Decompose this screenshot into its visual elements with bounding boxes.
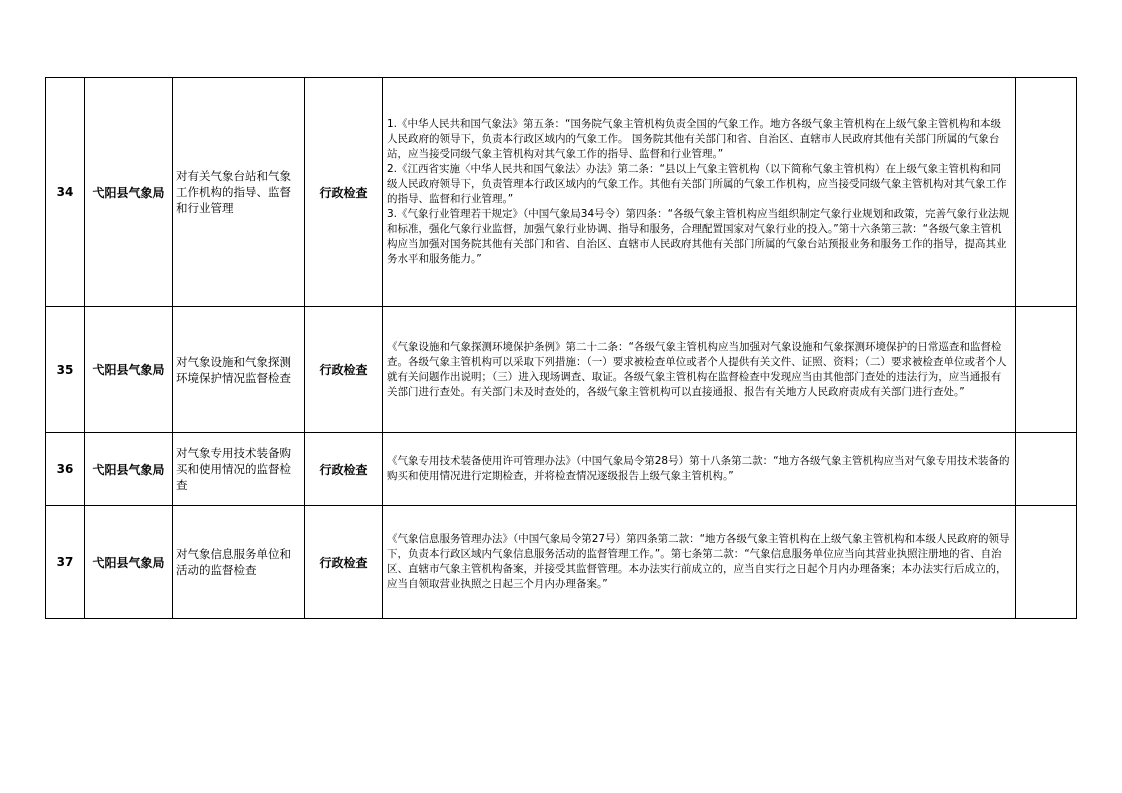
empty-cell	[1016, 78, 1077, 307]
item-type: 行政检查	[305, 506, 383, 619]
legal-basis-paragraph: 2.《江西省实施〈中华人民共和国气象法〉办法》第二条：“县以上气象主管机构（以下简称气象主管机构）在上级气象主管机构和同级人民政府领导下，负责管理本行政区域内的气象工作。其他有关部门所属的气象工作机构，应当接受同级气象主管机构对其气象工作的指导、监督和行业管理。”	[387, 163, 1007, 205]
legal-basis-cell	[383, 506, 1016, 619]
inspection-items-table	[45, 77, 1077, 619]
table-row	[46, 433, 1077, 506]
row-number: 34	[46, 78, 85, 307]
responsible-unit: 弋阳县气象局	[85, 506, 173, 619]
legal-basis-cell	[383, 433, 1016, 506]
table-row	[46, 506, 1077, 619]
item-name-cell	[173, 78, 305, 307]
empty-cell	[1016, 506, 1077, 619]
table-row	[46, 307, 1077, 433]
item-type: 行政检查	[305, 433, 383, 506]
item-type: 行政检查	[305, 78, 383, 307]
item-name-cell	[173, 506, 305, 619]
item-name: 对气象信息服务单位和活动的监督检查	[176, 547, 291, 577]
item-name-cell	[173, 433, 305, 506]
table-row	[46, 78, 1077, 307]
legal-basis-paragraph: 《气象专用技术装备使用许可管理办法》（中国气象局令第28号）第十八条第二款：“地方各级气象主管机构应当对气象专用技术装备的购买和使用情况进行定期检查，并将检查情况逐级报告上级气象主管机构。”	[387, 455, 1010, 482]
item-name: 对有关气象台站和气象工作机构的指导、监督和行业管理	[176, 169, 291, 215]
row-number: 35	[46, 307, 85, 433]
empty-cell	[1016, 307, 1077, 433]
legal-basis-paragraph: 《气象设施和气象探测环境保护条例》第二十二条：“各级气象主管机构应当加强对气象设施和气象探测环境保护的日常巡查和监督检查。各级气象主管机构可以采取下列措施：（一）要求被检查单位或者个人提供有关文件、证照、资料；（二）要求被检查单位或者个人就有关问题作出说明；（三）进入现场调查、取证。各级气象主管机构在监督检查中发现应当由其他部门查处的违法行为，应当通报有关部门进行查处。有关部门未及时查处的，各级气象主管机构可以直接通报、报告有关地方人民政府责成有关部门进行查处。”	[387, 340, 1007, 398]
legal-basis-paragraph: 1.《中华人民共和国气象法》第五条：“国务院气象主管机构负责全国的气象工作。地方各级气象主管机构在上级气象主管机构和本级人民政府的领导下，负责本行政区域内的气象工作。 国务院其他有关部门和省、自治区、直辖市人民政府其他有关部门所属的气象台站，应当接受同级气象主管机构对其气象工作的指导、监督和行业管理。”	[387, 118, 1001, 160]
item-type: 行政检查	[305, 307, 383, 433]
item-name-cell	[173, 307, 305, 433]
legal-basis-paragraph: 《气象信息服务管理办法》（中国气象局令第27号）第四条第二款：“地方各级气象主管机构在上级气象主管机构和本级人民政府的领导下，负责本行政区域内气象信息服务活动的监督管理工作。”。第七条第二款：“气象信息服务单位应当向其营业执照注册地的省、自治区、直辖市气象主管机构备案，并接受其监督管理。本办法实行前成立的，应当自实行之日起个月内办理备案；本办法实行后成立的，应当自领取营业执照之日起三个月内办理备案。”	[387, 533, 1010, 590]
item-name: 对气象专用技术装备购买和使用情况的监督检查	[176, 446, 291, 492]
row-number: 37	[46, 506, 85, 619]
row-number: 36	[46, 433, 85, 506]
item-name: 对气象设施和气象探测环境保护情况监督检查	[176, 354, 291, 385]
legal-basis-cell	[383, 78, 1016, 307]
responsible-unit: 弋阳县气象局	[85, 433, 173, 506]
legal-basis-cell	[383, 307, 1016, 433]
empty-cell	[1016, 433, 1077, 506]
responsible-unit: 弋阳县气象局	[85, 307, 173, 433]
responsible-unit: 弋阳县气象局	[85, 78, 173, 307]
legal-basis-paragraph: 3.《气象行业管理若干规定》（中国气象局34号令）第四条：“各级气象主管机构应当组织制定气象行业规划和政策，完善气象行业法规和标准，强化气象行业监督，加强气象行业协调、指导和服务，合理配置国家对气象行业的投入。”第十六条第三款：“各级气象主管机构应当加强对国务院其他有关部门和省、自治区、直辖市人民政府其他有关部门所属的气象台站预报业务和服务工作的指导，提高其业务水平和服务能力。”	[387, 208, 1010, 265]
